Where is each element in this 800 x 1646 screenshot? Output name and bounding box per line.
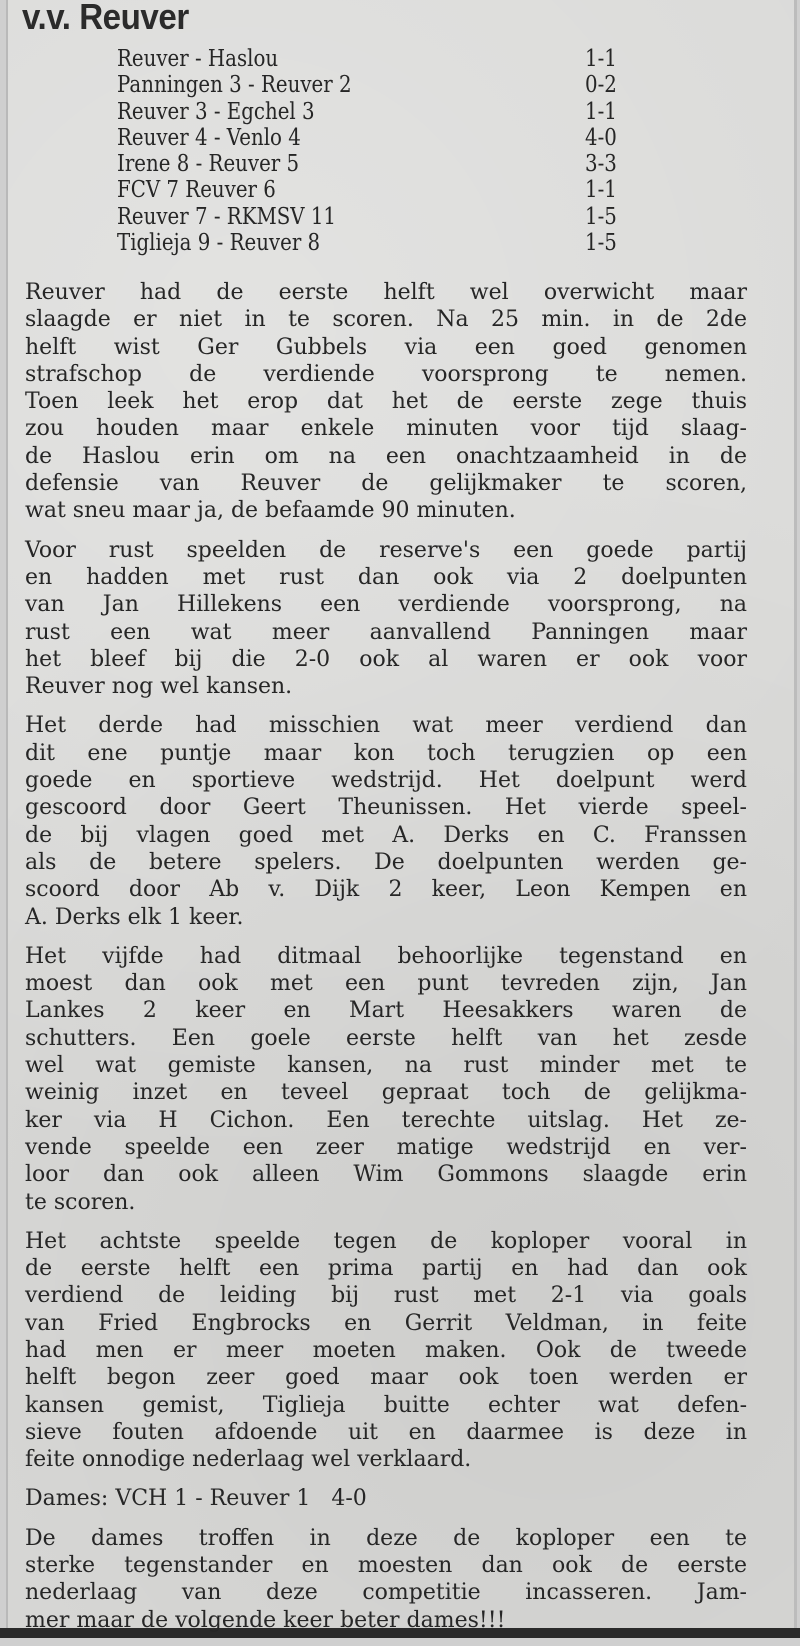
text-line: het bleef bij die 2-0 ook al waren er ook voor [25, 646, 747, 672]
match-score: 1-5 [585, 203, 617, 230]
text-line: wat sneu maar ja, de befaamde 90 minuten. [25, 498, 516, 524]
match-teams: Tiglieja 9 - Reuver 8 [117, 230, 321, 257]
text-line: vende speelde een zeer matige wedstrijd en ver- [25, 1134, 747, 1160]
dames-result: Dames: VCH 1 - Reuver 1 4-0 [25, 1486, 367, 1512]
text-line: van Fried Engbrocks en Gerrit Veldman, in feite [25, 1310, 747, 1336]
article-paragraph [25, 537, 747, 701]
text-line: strafschop de verdiende voorsprong te nemen. [25, 361, 747, 387]
text-line: Voor rust speelden de reserve's een goede partij [25, 537, 747, 563]
match-score: 1-1 [585, 177, 617, 204]
article-paragraph [25, 1228, 747, 1474]
results-list [117, 46, 677, 256]
text-line: te scoren. [25, 1189, 136, 1215]
result-row [117, 204, 677, 230]
text-line: schutters. Een goele eerste helft van het zesde [25, 1025, 747, 1051]
result-row [117, 151, 677, 177]
text-line: helft wist Ger Gubbels via een goed genomen [25, 334, 747, 360]
article-body [25, 279, 747, 1646]
match-teams: Reuver 3 - Egchel 3 [117, 98, 315, 125]
text-line: de eerste helft een prima partij en had dan ook [25, 1256, 747, 1282]
text-line: Het derde had misschien wat meer verdiend dan [25, 713, 747, 739]
article-paragraph [25, 943, 747, 1216]
match-teams: Reuver - Haslou [117, 46, 279, 72]
result-row [117, 177, 677, 203]
match-teams: Panningen 3 - Reuver 2 [117, 72, 352, 99]
text-line: slaagde er niet in te scoren. Na 25 min. in de 2de [25, 307, 747, 333]
result-row [117, 230, 677, 256]
text-line: zou houden maar enkele minuten voor tijd slaag- [25, 416, 747, 442]
match-teams: FCV 7 Reuver 6 [117, 177, 276, 204]
text-line: en hadden met rust dan ook via 2 doelpunten [25, 564, 747, 590]
text-line: de Haslou erin om na een onachtzaamheid in de [25, 443, 747, 469]
text-line: Lankes 2 keer en Mart Heesakkers waren de [25, 998, 747, 1024]
text-line: Toen leek het erop dat het de eerste zege thuis [25, 389, 747, 415]
match-score: 4-0 [585, 124, 617, 151]
text-line: nederlaag van deze competitie incasseren. Jam- [25, 1580, 747, 1606]
text-line: A. Derks elk 1 keer. [25, 904, 244, 930]
text-line: mer maar de volgende keer beter dames!!! [25, 1607, 506, 1633]
text-line: Reuver nog wel kansen. [25, 674, 293, 700]
text-line: loor dan ook alleen Wim Gommons slaagde erin [25, 1162, 747, 1188]
text-line: de bij vlagen goed met A. Derks en C. Franssen [25, 822, 747, 848]
text-line: De dames troffen in deze de koploper een te [25, 1525, 747, 1551]
result-row [117, 72, 677, 98]
match-teams: Reuver 4 - Venlo 4 [117, 124, 301, 151]
text-line: feite onnodige nederlaag wel verklaard. [25, 1447, 472, 1473]
result-row [117, 46, 677, 72]
text-line: had men er meer moeten maken. Ook de tweede [25, 1337, 747, 1363]
text-line: Het vijfde had ditmaal behoorlijke tegenstand en [25, 943, 747, 969]
match-score: 1-1 [585, 98, 617, 125]
match-score: 3-3 [585, 151, 617, 178]
match-score: 1-1 [585, 46, 617, 72]
text-line: van Jan Hillekens een verdiende voorsprong, na [25, 592, 747, 618]
text-line: Reuver had de eerste helft wel overwicht maar [25, 280, 747, 305]
text-line: weinig inzet en teveel gepraat toch de gelijkma- [25, 1080, 747, 1106]
text-line: sterke tegenstander en moesten dan ook de eerste [25, 1553, 747, 1579]
match-teams: Reuver 7 - RKMSV 11 [117, 203, 337, 230]
text-line: sieve fouten afdoende uit en daarmee is deze in [25, 1419, 747, 1445]
text-line: ker via H Cichon. Een terechte uitslag. Het ze- [25, 1107, 747, 1133]
result-row [117, 125, 677, 151]
article-title: v.v. Reuver [22, 0, 189, 37]
text-line: verdiend de leiding bij rust met 2-1 via goals [25, 1283, 747, 1309]
text-line: helft begon zeer goed maar ook toen werden er [25, 1365, 747, 1391]
text-line: Het achtste speelde tegen de koploper vooral in [25, 1228, 747, 1254]
text-line: als de betere spelers. De doelpunten werden ge- [25, 849, 747, 875]
article-paragraph [25, 279, 747, 525]
text-line: defensie van Reuver de gelijkmaker te scoren, [25, 471, 747, 497]
result-row [117, 99, 677, 125]
text-line: dit ene puntje maar kon toch terugzien op een [25, 740, 747, 766]
match-score: 0-2 [585, 72, 617, 99]
text-line: kansen gemist, Tiglieja buitte echter wat defen- [25, 1392, 747, 1418]
text-line: goede en sportieve wedstrijd. Het doelpunt werd [25, 768, 747, 794]
match-teams: Irene 8 - Reuver 5 [117, 151, 300, 178]
text-line: gescoord door Geert Theunissen. Het vierde speel- [25, 795, 747, 821]
match-score: 1-5 [585, 230, 617, 257]
text-line: scoord door Ab v. Dijk 2 keer, Leon Kempen en [25, 877, 747, 903]
dames-paragraph [25, 1525, 747, 1634]
text-line: wel wat gemiste kansen, na rust minder met te [25, 1053, 747, 1079]
text-line: rust een wat meer aanvallend Panningen maar [25, 619, 747, 645]
text-line: moest dan ook met een punt tevreden zijn, Jan [25, 971, 747, 997]
article-paragraph [25, 712, 747, 930]
